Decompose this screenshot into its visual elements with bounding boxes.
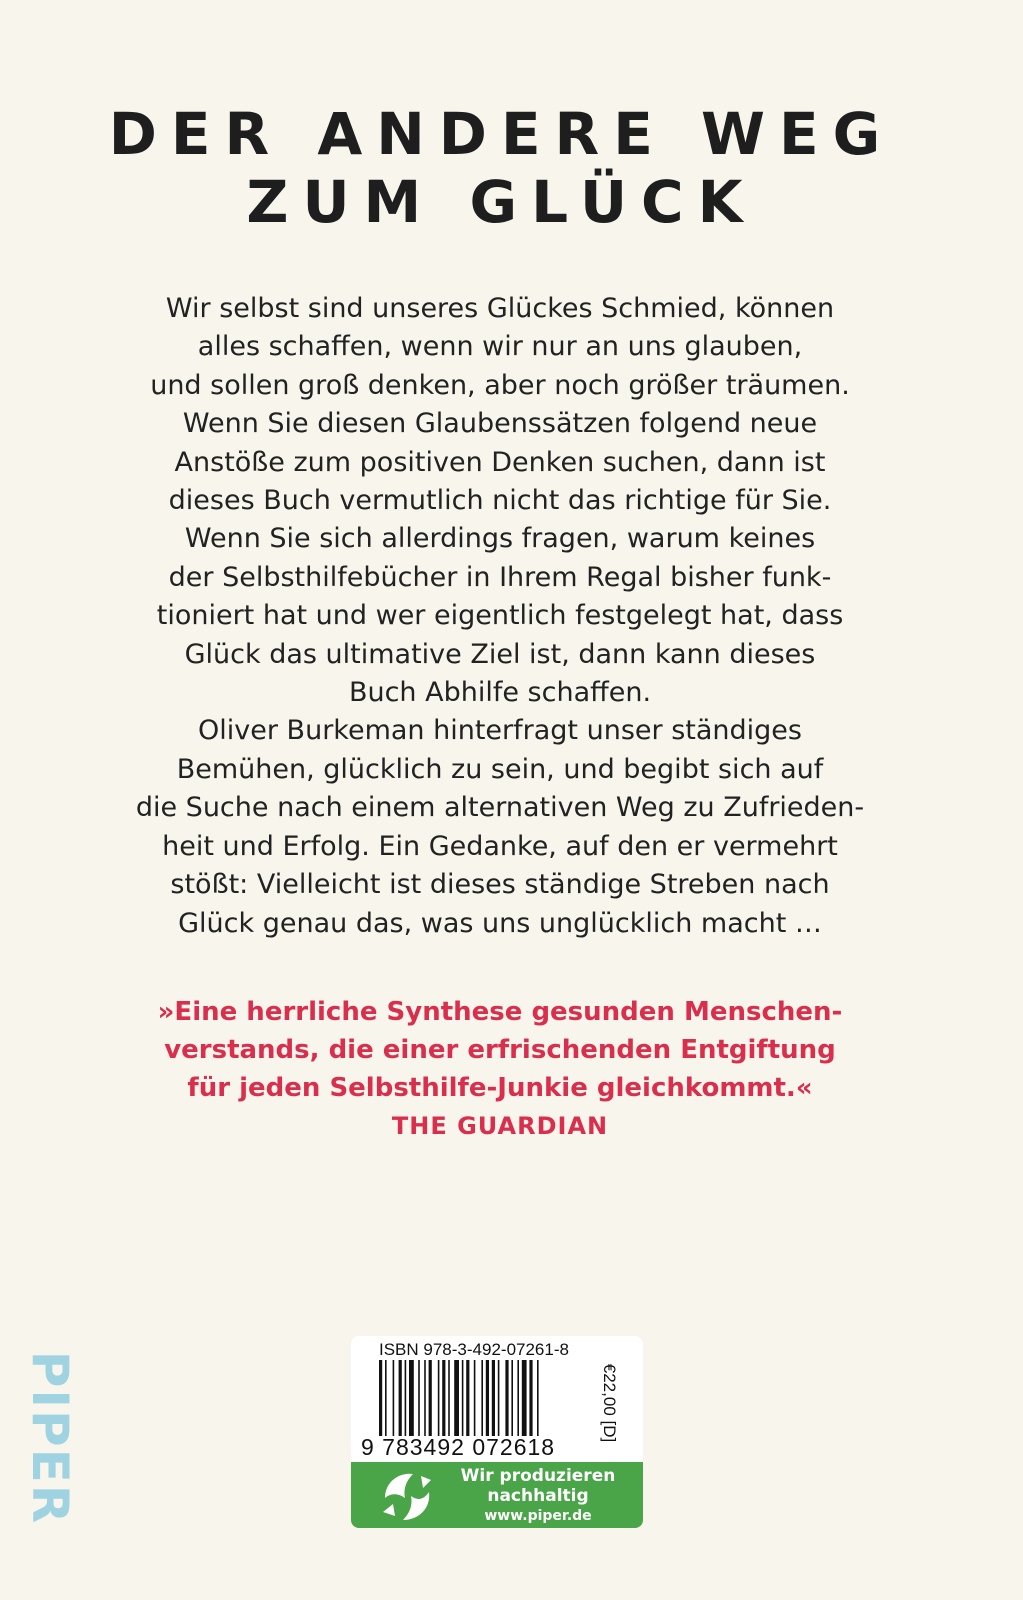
recycle-leaves-icon bbox=[377, 1468, 437, 1524]
blurb-line: tioniert hat und wer eigentlich festgelegt hat, dass bbox=[156, 600, 844, 632]
barcode-number: 9 783492 072618 bbox=[361, 1434, 556, 1460]
quote-line: verstands, die einer erfrischenden Entgiftung bbox=[164, 1035, 836, 1065]
blurb-line: der Selbsthilfebücher in Ihrem Regal bisher funk- bbox=[168, 561, 832, 593]
blurb-line: Wenn Sie sich allerdings fragen, warum keines bbox=[184, 523, 816, 555]
publisher-url: www.piper.de bbox=[484, 1508, 592, 1524]
quote-line: für jeden Selbsthilfe-Junkie gleichkommt.« bbox=[187, 1073, 813, 1103]
review-quote bbox=[100, 993, 900, 1145]
blurb-line: Anstöße zum positiven Denken suchen, dann ist bbox=[174, 446, 826, 478]
blurb-line: Buch Abhilfe schaffen. bbox=[348, 677, 652, 709]
eco-line-2: nachhaltig bbox=[487, 1486, 589, 1506]
blurb-line: Wir selbst sind unseres Glückes Schmied, können bbox=[165, 293, 835, 324]
blurb-text bbox=[120, 290, 880, 943]
eco-line-1: Wir produzieren bbox=[460, 1466, 616, 1486]
blurb-line: Bemühen, glücklich zu sein, und begibt sich auf bbox=[176, 753, 824, 785]
price-label bbox=[589, 1358, 629, 1448]
price-text: €22,00 [D] bbox=[600, 1363, 619, 1443]
blurb-line: Oliver Burkeman hinterfragt unser ständiges bbox=[198, 715, 802, 747]
blurb-line: heit und Erfolg. Ein Gedanke, auf den er vermehrt bbox=[162, 830, 838, 862]
blurb-line: Glück genau das, was uns unglücklich macht … bbox=[178, 907, 822, 939]
barcode-bars bbox=[377, 1360, 587, 1436]
book-title bbox=[0, 100, 1003, 236]
title-line-2: ZUM GLÜCK bbox=[246, 168, 757, 236]
quote-line: »Eine herrliche Synthese gesunden Menschen- bbox=[157, 997, 843, 1027]
blurb-line: alles schaffen, wenn wir nur an uns glauben, bbox=[197, 331, 803, 363]
blurb-line: Wenn Sie diesen Glaubenssätzen folgend neue bbox=[182, 408, 818, 440]
eco-text bbox=[443, 1466, 633, 1526]
publisher-logo bbox=[20, 1348, 80, 1528]
blurb-line: stößt: Vielleicht ist dieses ständige Streben nach bbox=[170, 869, 830, 901]
barcode-label bbox=[351, 1336, 643, 1462]
blurb-line: Glück das ultimative Ziel ist, dann kann dieses bbox=[184, 638, 816, 670]
publisher-name: PIPER bbox=[21, 1350, 79, 1526]
blurb-line: dieses Buch vermutlich nicht das richtige für Sie. bbox=[168, 485, 832, 517]
blurb-line: und sollen groß denken, aber noch größer träumen. bbox=[150, 369, 850, 401]
isbn-text: ISBN 978-3-492-07261-8 bbox=[379, 1340, 569, 1359]
sustainability-badge bbox=[351, 1462, 643, 1528]
quote-source: THE GUARDIAN bbox=[391, 1112, 609, 1140]
title-line-1: DER ANDERE WEG bbox=[108, 100, 895, 168]
blurb-line: die Suche nach einem alternativen Weg zu Zufrieden- bbox=[135, 792, 865, 824]
